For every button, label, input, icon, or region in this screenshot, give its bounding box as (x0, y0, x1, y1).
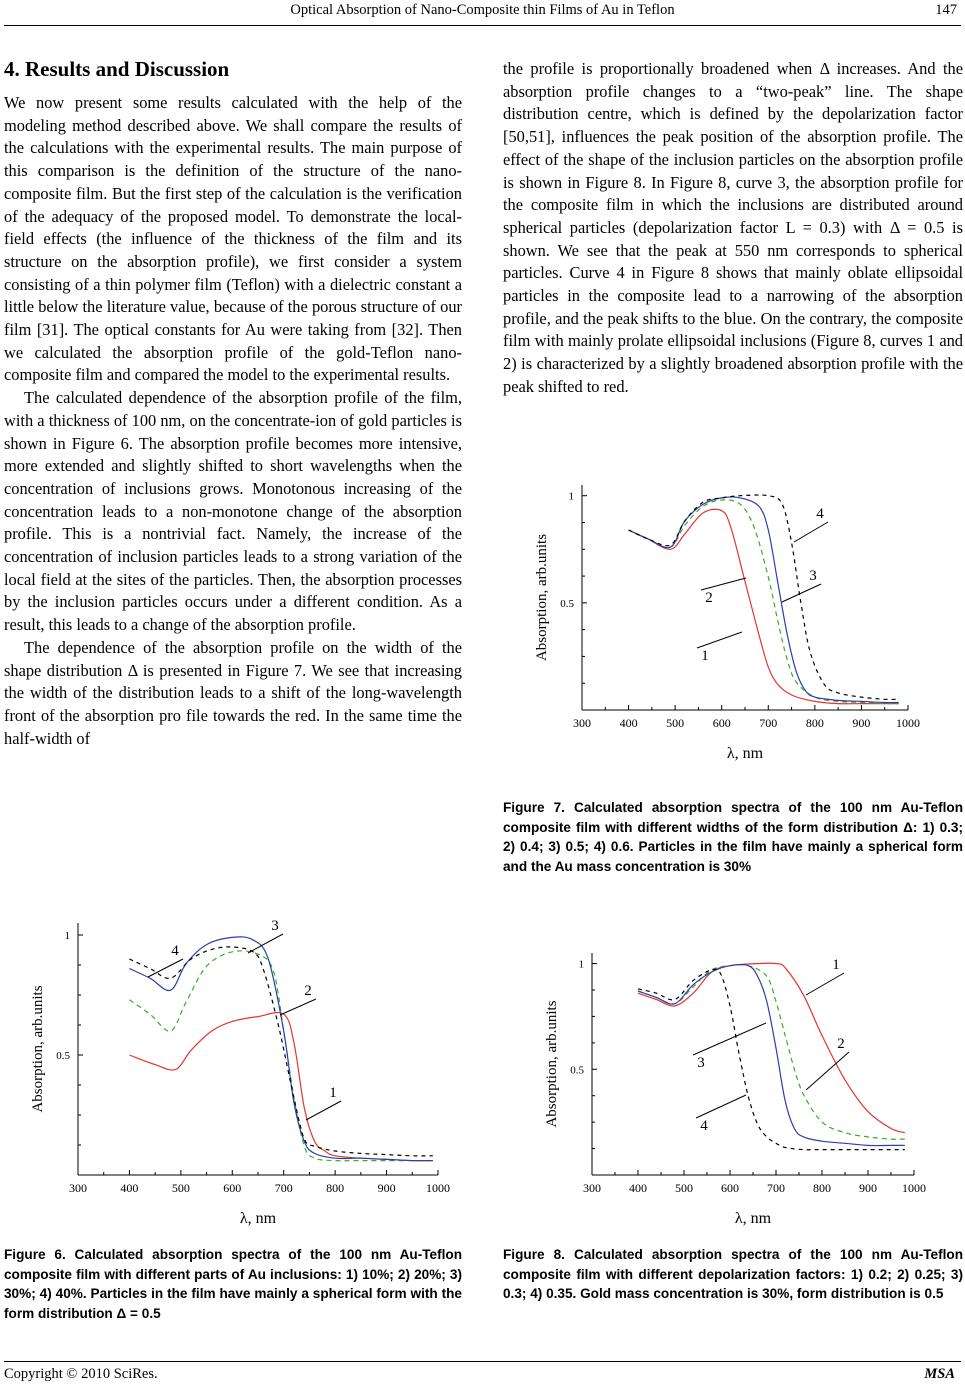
curve-arrow-1 (806, 973, 844, 995)
curve-arrow-4 (696, 1095, 746, 1118)
paragraph-2: The calculated dependence of the absorption profile of the film, with a thickness of 100 nm, on the concentrate-ion of gold particles is shown in Figure 6. The absorption profile becomes more intensive, more extended and slightly shifted to short wavelengths when the concentration of inclusions grows. Monotonous increasing of the concentration leads to a non-monotone change of the absorption profile. This is a nontrivial fact. Namely, the increase of the concentration of inclusion particles leads to a strong variation of the local field at the sites of the particles. Then, the absorption processes by the inclusion particles occurs under a different condition. As a result, this leads to a change of the absorption profile. (4, 388, 462, 635)
x-tick-label: 400 (629, 1181, 647, 1195)
series-line-1 (629, 509, 899, 703)
x-tick-label: 800 (813, 1181, 831, 1195)
curve-label-1: 1 (832, 957, 840, 973)
curve-arrow-1 (697, 632, 742, 648)
x-tick-label: 1000 (902, 1181, 926, 1195)
x-tick-label: 600 (721, 1181, 739, 1195)
section-title: 4. Results and Discussion (4, 57, 230, 81)
x-tick-label: 900 (852, 716, 871, 730)
figure-7 (520, 470, 940, 790)
curve-label-3: 3 (809, 568, 817, 584)
figure-7-chart (520, 470, 940, 790)
paragraph-4: the profile is proportionally broadened when Δ increases. And the absorption profile changes to a “two-peak” line. The shape distribution centre, which is defined by the depolarization factor [50,51], influences the peak position of the absorption profile. The effect of the shape of the inclusion particles on the absorption profile is shown in Figure 8. In Figure 8, curve 3, the absorption profile for the composite film in which the inclusions are distributed around spherical particles (depolarization factor L = 0.3) with Δ = 0.5 is shown. We see that the peak at 550 nm corresponds to spherical particles. Curve 4 in Figure 8 shows that mainly oblate ellipsoidal particles in the composite lead to a narrowing of the absorption profile, and the peak shifts to the blue. On the contrary, the composite film with mainly prolate ellipsoidal inclusions (Figure 8, curves 1 and 2) is characterized by a slightly broadened absorption profile with the peak shifted to red. (503, 59, 963, 396)
copyright: Copyright © 2010 SciRes. (4, 1366, 158, 1382)
figure-6-chart (30, 915, 460, 1235)
curve-arrow-4 (794, 522, 828, 542)
curve-arrow-3 (782, 584, 821, 602)
series-line-2 (638, 965, 905, 1140)
x-tick-label: 1000 (896, 716, 920, 730)
curve-label-1: 1 (701, 648, 709, 664)
series-line-4 (638, 969, 905, 1150)
x-tick-label: 800 (805, 716, 824, 730)
figure-8-chart (536, 945, 936, 1235)
figure-6-caption: Figure 6. Calculated absorption spectra of the 100 nm Au-Teflon composite film with different parts of Au inclusions: 1) 10%; 2) 20%; 3) 30%; 4) 40%. Particles in the film have mainly a spherical form with the form distribution Δ = 0.5 (4, 1247, 462, 1321)
curve-label-4: 4 (700, 1118, 708, 1134)
y-axis-label: Absorption, arb.units (544, 1000, 560, 1128)
x-tick-label: 600 (712, 716, 731, 730)
x-tick-label: 800 (326, 1181, 345, 1195)
paragraph-1: We now present some results calculated with the help of the modeling method described above. We shall compare the results of the calculations with the experimental results. The main purpose of this comparison is the definition of the structure of the nano-composite film. But the first step of the calculation is the verification of the adequacy of the proposed model. To demonstrate the local-field effects (the influence of the thickness of the film and its structure on the absorption profile), we first consider a system consisting of a thin polymer film (Teflon) with a dielectric constant a little below the literature value, because of the porous structure of our film [31]. The optical constants for Au were taking from [32]. Then we calculated the absorption profile of the gold-Teflon nano-composite film and compared the model to the experimental results. (4, 93, 462, 385)
x-tick-label: 600 (223, 1181, 242, 1195)
curve-label-1: 1 (329, 1085, 337, 1101)
curve-arrow-1 (306, 1101, 341, 1120)
x-tick-label: 700 (767, 1181, 785, 1195)
curve-label-3: 3 (697, 1055, 705, 1071)
curve-arrow-3 (693, 1023, 766, 1055)
figure-7-caption: Figure 7. Calculated absorption spectra of the 100 nm Au-Teflon composite film with different widths of the form distribution Δ: 1) 0.3; 2) 0.4; 3) 0.5; 4) 0.6. Particles in the film have mainly a spherical form and the Au mass concentration is 30% (503, 800, 963, 874)
series-line-1 (638, 963, 905, 1133)
running-header (0, 2, 965, 24)
x-tick-label: 900 (377, 1181, 396, 1195)
x-axis-label: λ, nm (239, 1210, 277, 1227)
curve-label-4: 4 (171, 943, 179, 959)
curve-arrow-2 (280, 999, 316, 1015)
x-tick-label: 300 (69, 1181, 87, 1195)
x-tick-label: 900 (859, 1181, 877, 1195)
y-tick-label: 0.5 (56, 1050, 70, 1062)
x-tick-label: 400 (619, 716, 638, 730)
x-tick-label: 400 (120, 1181, 139, 1195)
y-axis-label: Absorption, arb.units (30, 985, 46, 1113)
x-tick-label: 500 (675, 1181, 693, 1195)
x-tick-label: 300 (583, 1181, 601, 1195)
curve-arrow-2 (806, 1052, 849, 1090)
running-title: Optical Absorption of Nano-Composite thin Films of Au in Teflon (290, 2, 675, 18)
series-line-2 (129, 951, 433, 1161)
paragraph-3: The dependence of the absorption profile on the width of the shape distribution Δ is presented in Figure 7. We see that increasing the width of the distribution leads to a shift of the long-wavelength front of the absorption pro file towards the red. In the same time the half-width of (4, 637, 462, 748)
y-tick-label: 1 (578, 958, 584, 971)
right-column (503, 58, 963, 399)
x-tick-label: 300 (573, 716, 591, 730)
y-tick-label: 1 (568, 490, 574, 503)
journal-abbrev: MSA (924, 1366, 955, 1382)
curve-arrow-2 (701, 578, 746, 590)
figure-6 (30, 915, 460, 1235)
x-tick-label: 500 (666, 716, 685, 730)
footer-rule (4, 1361, 961, 1362)
x-axis-label: λ, nm (734, 1210, 772, 1227)
curve-label-2: 2 (837, 1036, 845, 1052)
left-column (4, 55, 462, 750)
curve-arrow-4 (148, 959, 183, 977)
figure-8 (536, 945, 936, 1235)
x-tick-label: 700 (759, 716, 778, 730)
y-tick-label: 1 (64, 930, 70, 942)
page-number: 147 (935, 2, 957, 18)
y-axis-label: Absorption, arb.units (534, 533, 550, 662)
series-line-1 (129, 1013, 433, 1161)
header-rule (4, 25, 961, 26)
series-line-3 (129, 937, 433, 1161)
x-tick-label: 500 (171, 1181, 190, 1195)
series-line-4 (129, 947, 433, 1156)
series-line-4 (629, 495, 899, 699)
series-line-3 (629, 497, 899, 703)
curve-label-3: 3 (271, 918, 279, 934)
curve-label-2: 2 (705, 590, 713, 606)
series-line-3 (638, 965, 905, 1146)
curve-label-4: 4 (816, 506, 824, 522)
x-axis-label: λ, nm (726, 745, 764, 762)
x-tick-label: 1000 (426, 1181, 450, 1195)
y-tick-label: 0.5 (570, 1064, 584, 1077)
x-tick-label: 700 (274, 1181, 293, 1195)
y-tick-label: 0.5 (560, 597, 574, 610)
figure-8-caption: Figure 8. Calculated absorption spectra of the 100 nm Au-Teflon composite film with different depolarization factors: 1) 0.2; 2) 0.25; 3) 0.3; 4) 0.35. Gold mass concentration is 30%, form distribution is 0.5 (503, 1247, 963, 1302)
curve-label-2: 2 (304, 983, 312, 999)
series-line-2 (629, 500, 899, 704)
curve-arrow-3 (248, 934, 283, 953)
